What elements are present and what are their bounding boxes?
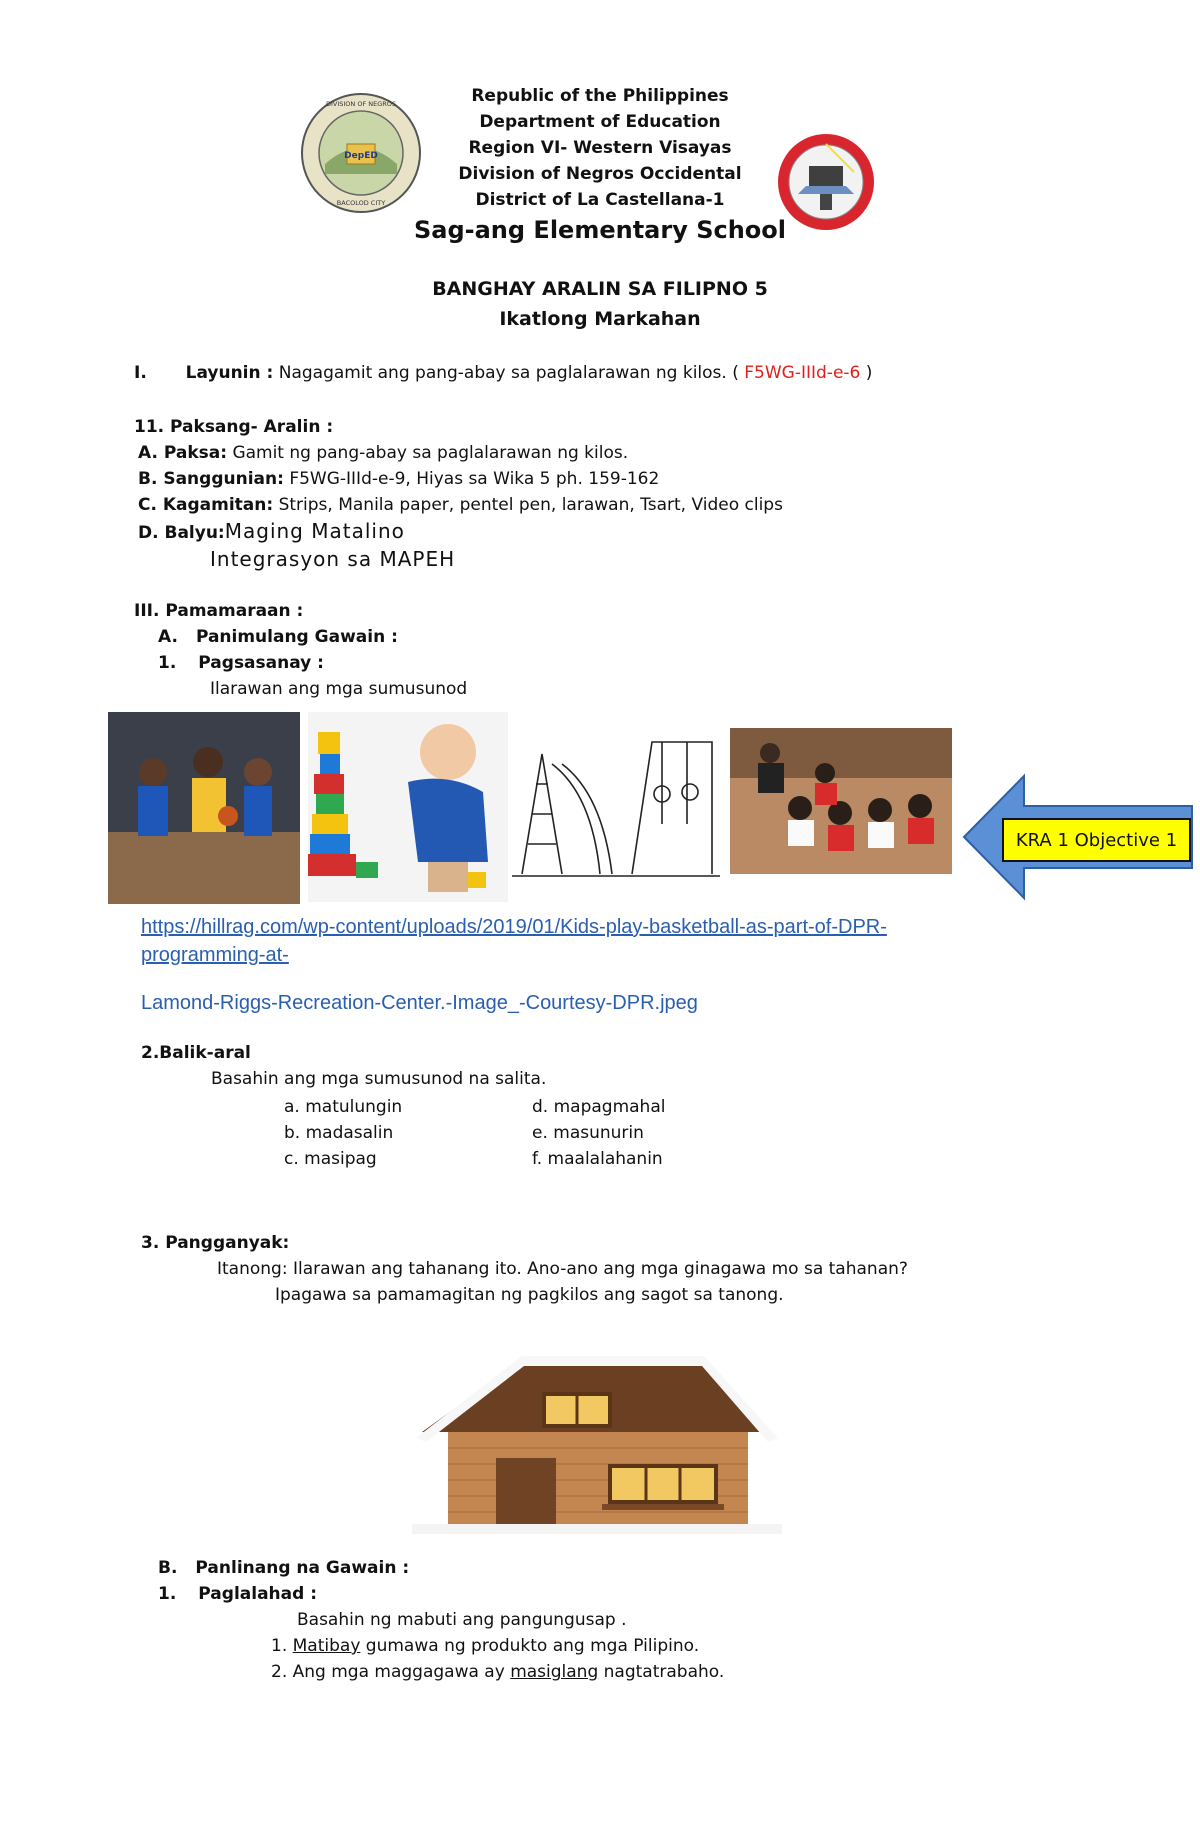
integrasyon-text: Integrasyon sa MAPEH [210,547,456,571]
svg-text:DIVISION OF NEGROS: DIVISION OF NEGROS [325,100,397,108]
paksa-text: Gamit ng pang-abay sa paglalarawan ng kilos. [232,443,629,463]
paglalahad-intro: Basahin ng mabuti ang pangungusap . [297,1610,627,1630]
sentence-2-underlined: masiglang [510,1662,599,1682]
itanong-text: Itanong: Ilarawan ang tahanang ito. Ano-ano ang mga ginagawa mo sa tahanan? [217,1259,908,1279]
layunin-code: F5WG-IIId-e-6 [744,363,861,383]
pamamaraan-heading: III. Pamamaraan : [134,601,304,621]
paglalahad-num: 1. [158,1584,177,1604]
header-block [380,83,820,213]
basketball-kids-photo [108,712,300,904]
sentence-2-pre: 2. Ang mga maggagawa ay [271,1662,511,1682]
layunin-num: I. [134,363,147,383]
document-title-block [380,274,820,334]
balik-aral-heading: 2.Balik-aral [141,1043,251,1063]
word-item: b. madasalin [284,1123,394,1143]
header-line-5: District of La Castellana-1 [475,190,725,210]
balik-aral-text: Basahin ang mga sumusunod na salita. [211,1069,547,1089]
paksa-label: A. Paksa: [138,443,228,463]
header-line-2: Department of Education [479,112,721,132]
header-line-3: Region VI- Western Visayas [468,138,732,158]
balyu-label: D. Balyu: [138,523,225,543]
ipagawa-text: Ipagawa sa pamamagitan ng pagkilos ang sagot sa tanong. [275,1285,784,1305]
kagamitan-label: C. Kagamitan: [138,495,274,515]
child-building-blocks-photo [308,712,508,902]
paksang-aralin-section [134,414,783,574]
image-source-link-line-3[interactable]: Lamond-Riggs-Recreation-Center.-Image_-Courtesy-DPR.jpeg [141,992,698,1014]
layunin-line [134,360,872,386]
pamamaraan-heading-block [134,598,467,702]
balyu-text: Maging Matalino [224,519,405,543]
pagsasanay-label: Pagsasanay : [198,653,324,673]
header-line-4: Division of Negros Occidental [458,164,742,184]
sentence-1-num: 1. [271,1636,288,1656]
document-subtitle: Ikatlong Markahan [499,308,701,330]
image-source-link-line-1[interactable]: https://hillrag.com/wp-content/uploads/2019/01/Kids-play-basketball-as-part-of-DPR- [141,916,887,938]
words-right-column [532,1094,665,1172]
sanggunian-label: B. Sanggunian: [138,469,284,489]
layunin-text: Nagagamit ang pang-abay sa paglalarawan ng kilos. ( [278,363,739,383]
a-num: A. [158,627,178,647]
sentence-1-underlined: Matibay [292,1636,361,1656]
image-source-link-line-2[interactable]: programming-at- [141,944,289,966]
b-num: B. [158,1558,178,1578]
sentence-2-rest: nagtatrabaho. [598,1662,725,1682]
panimulang-gawain-label: Panimulang Gawain : [195,627,398,647]
word-item: c. masipag [284,1149,377,1169]
kra-objective-label: KRA 1 Objective 1 [1002,818,1191,862]
playground-drawing [512,734,720,880]
layunin-label: Layunin : [185,363,274,383]
pagsasanay-num: 1. [158,653,177,673]
sentence-1-rest: gumawa ng produkto ang mga Pilipino. [360,1636,700,1656]
svg-text:BACOLOD CITY: BACOLOD CITY [336,199,386,207]
word-item: f. maalalahanin [532,1149,663,1169]
school-name: Sag-ang Elementary School [413,216,786,244]
header-line-1: Republic of the Philippines [471,86,729,106]
pagsasanay-text: Ilarawan ang mga sumusunod [210,679,468,699]
pangganyak-heading: 3. Pangganyak: [141,1233,290,1253]
pangganyak-block [141,1230,908,1308]
word-item: d. mapagmahal [532,1097,666,1117]
sanggunian-text: F5WG-IIId-e-9, Hiyas sa Wika 5 ph. 159-162 [289,469,660,489]
balik-aral-heading-block [141,1040,546,1092]
panlinang-label: Panlinang na Gawain : [195,1558,410,1578]
seal-center-text: DepED [344,151,378,161]
kagamitan-text: Strips, Manila paper, pentel pen, larawan, Tsart, Video clips [278,495,783,515]
paglalahad-label: Paglalahad : [198,1584,317,1604]
panlinang-block [158,1555,724,1685]
kids-sitting-classroom-photo [730,728,952,874]
words-left-column [284,1094,402,1172]
document-title: BANGHAY ARALIN SA FILIPNO 5 [432,278,768,300]
paksang-aralin-heading: 11. Paksang- Aralin : [134,417,334,437]
word-item: a. matulungin [284,1097,403,1117]
house-image [412,1352,782,1534]
word-item: e. masunurin [532,1123,644,1143]
layunin-close: ) [865,363,873,383]
